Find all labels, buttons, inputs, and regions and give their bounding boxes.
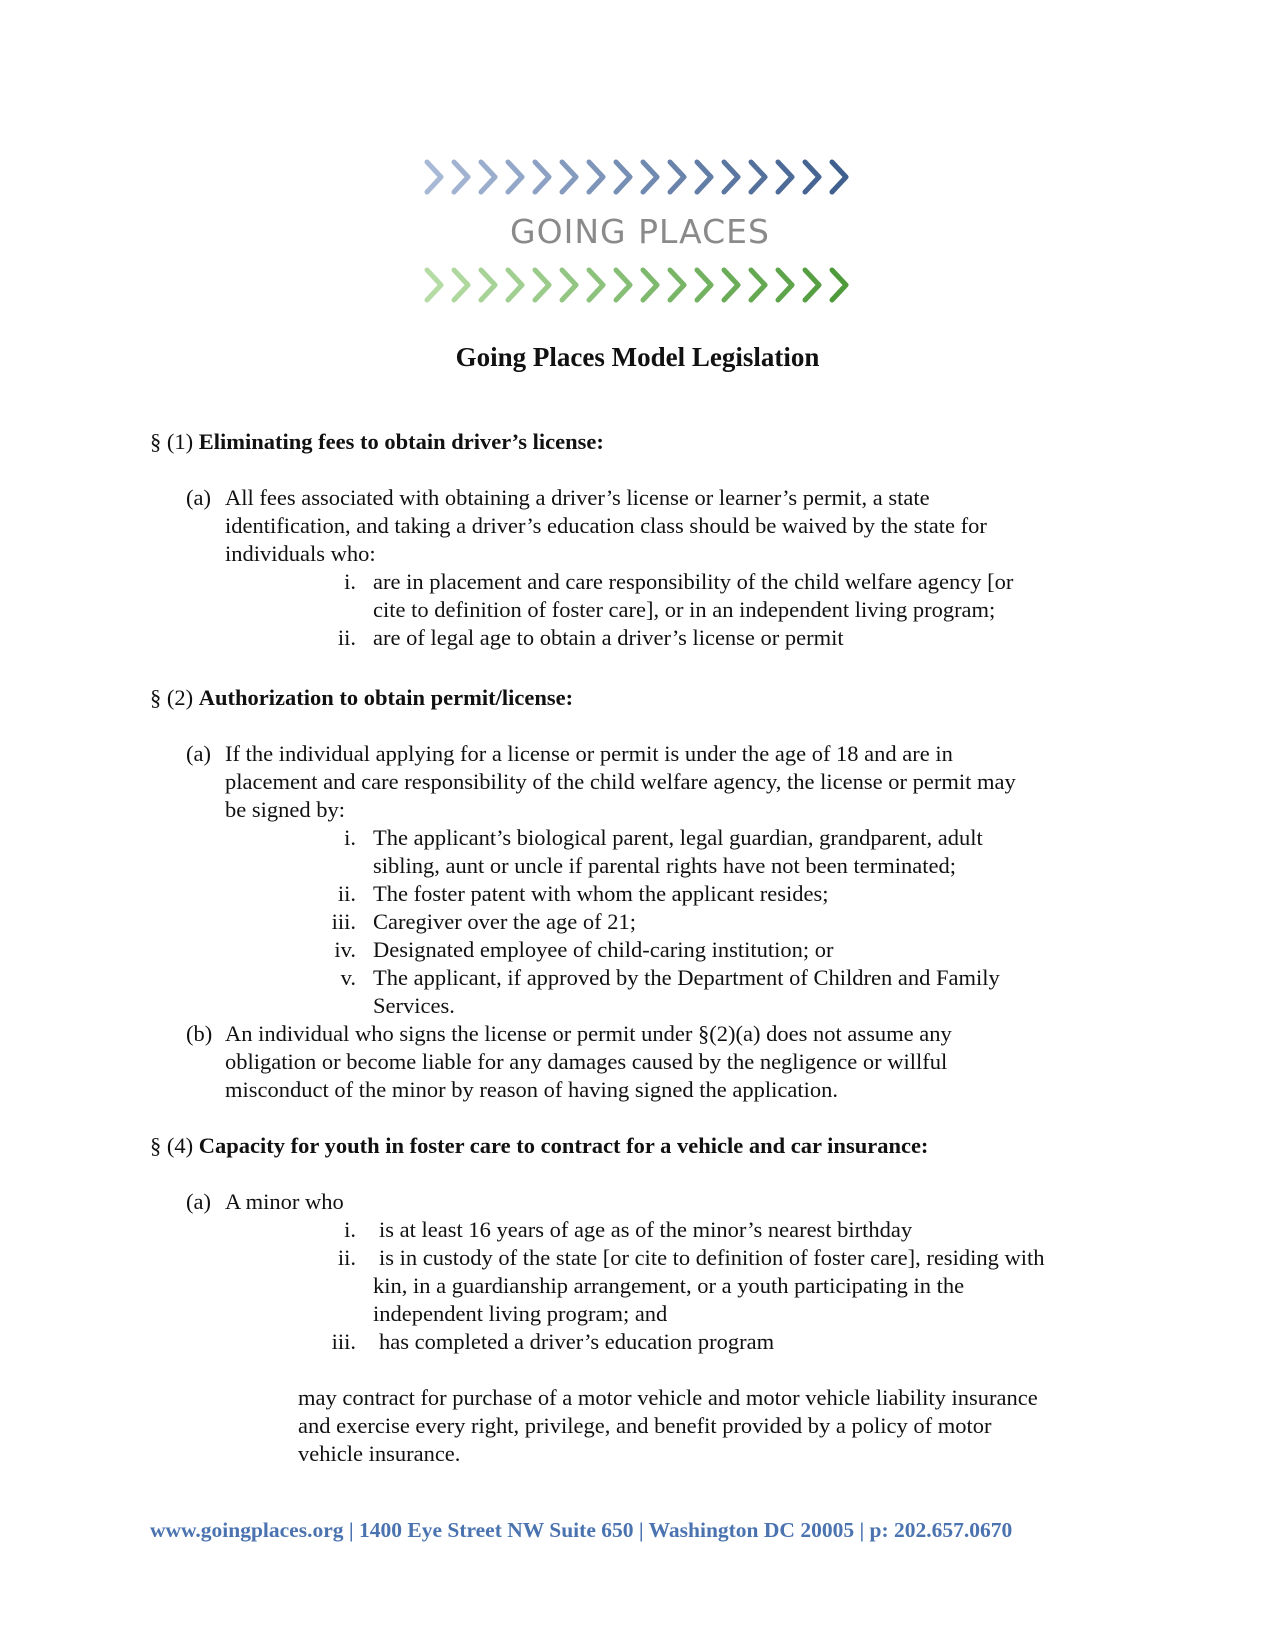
section-2-item-number: iii. <box>331 909 356 934</box>
section-2-item-number: ii. <box>337 881 356 906</box>
chevron-row-top <box>424 158 856 196</box>
section-2-a-label: (a) <box>186 741 211 766</box>
section-2-title: Authorization to obtain permit/license: <box>198 685 574 710</box>
document-title: Going Places Model Legislation <box>455 342 820 372</box>
chevron-mark <box>454 162 468 192</box>
chevron-mark <box>724 270 738 300</box>
section-2-b-line: An individual who signs the license or permit under §(2)(a) does not assume any <box>225 1021 952 1046</box>
section-4-closing-line: and exercise every right, privilege, and benefit provided by a policy of motor <box>298 1413 992 1438</box>
chevron-mark <box>697 162 711 192</box>
chevron-mark <box>832 270 846 300</box>
section-2-heading <box>150 684 573 712</box>
chevron-mark <box>508 162 522 192</box>
section-2-b-line: misconduct of the minor by reason of having signed the application. <box>225 1077 838 1102</box>
chevron-mark <box>508 270 522 300</box>
chevron-mark <box>697 270 711 300</box>
chevron-mark <box>562 162 576 192</box>
chevron-mark <box>427 162 441 192</box>
section-1-a-line: individuals who: <box>225 541 376 566</box>
chevron-mark <box>751 162 765 192</box>
section-4-title: Capacity for youth in foster care to contract for a vehicle and car insurance: <box>198 1133 929 1158</box>
section-2-item-line: The foster patent with whom the applicant resides; <box>373 881 829 906</box>
section-4-heading <box>150 1132 928 1160</box>
section-4-item-line: independent living program; and <box>373 1301 668 1326</box>
chevron-mark <box>670 270 684 300</box>
chevron-mark <box>589 162 603 192</box>
chevron-mark <box>805 270 819 300</box>
section-4-item-number: ii. <box>337 1245 356 1270</box>
section-4-closing-line: may contract for purchase of a motor vehicle and motor vehicle liability insurance <box>298 1385 1038 1410</box>
section-1-item-line: cite to definition of foster care], or in an independent living program; <box>373 597 996 622</box>
logo-text: GOING PLACES <box>510 212 770 251</box>
chevron-mark <box>778 270 792 300</box>
chevron-mark <box>832 162 846 192</box>
section-2-a-line: be signed by: <box>225 797 345 822</box>
section-2-b-line: obligation or become liable for any damages caused by the negligence or willful <box>225 1049 948 1074</box>
section-2-item-line: Services. <box>373 993 455 1018</box>
section-1-item-number: i. <box>344 569 356 594</box>
chevron-mark <box>805 162 819 192</box>
chevron-row-bottom <box>424 266 856 304</box>
chevron-mark <box>616 162 630 192</box>
section-2-item-number: i. <box>344 825 356 850</box>
chevron-mark <box>616 270 630 300</box>
section-2-a-line: If the individual applying for a license or permit is under the age of 18 and are in <box>225 741 953 766</box>
section-1-item-number: ii. <box>337 625 356 650</box>
section-2-item-line: Designated employee of child-caring institution; or <box>373 937 834 962</box>
going-places-logo <box>424 158 856 304</box>
chevron-mark <box>562 270 576 300</box>
chevron-mark <box>751 270 765 300</box>
chevron-mark <box>589 270 603 300</box>
section-1-title: Eliminating fees to obtain driver’s license: <box>198 429 604 454</box>
section-4-item-line: is at least 16 years of age as of the minor’s nearest birthday <box>379 1217 913 1242</box>
section-2-item-number: v. <box>340 965 356 990</box>
section-4-item-line: kin, in a guardianship arrangement, or a youth participating in the <box>373 1273 965 1298</box>
section-1-marker: § (1) <box>150 429 194 454</box>
chevron-mark <box>481 270 495 300</box>
section-1-item-line: are in placement and care responsibility of the child welfare agency [or <box>373 569 1014 594</box>
section-1-heading <box>150 428 604 456</box>
section-4-a-label: (a) <box>186 1189 211 1214</box>
chevron-mark <box>670 162 684 192</box>
section-1-a-label: (a) <box>186 485 211 510</box>
chevron-mark <box>535 270 549 300</box>
section-4-item-line: has completed a driver’s education program <box>379 1329 775 1354</box>
section-2-marker: § (2) <box>150 685 194 710</box>
section-4-item-line: is in custody of the state [or cite to definition of foster care], residing with <box>379 1245 1045 1270</box>
section-2-item-number: iv. <box>334 937 356 962</box>
section-4-item-number: i. <box>344 1217 356 1242</box>
footer-contact: www.goingplaces.org | 1400 Eye Street NW Suite 650 | Washington DC 20005 | p: 202.657.0670 <box>150 1518 1013 1542</box>
chevron-mark <box>454 270 468 300</box>
section-1-item-line: are of legal age to obtain a driver’s license or permit <box>373 625 844 650</box>
chevron-mark <box>643 162 657 192</box>
section-2-item-line: sibling, aunt or uncle if parental rights have not been terminated; <box>373 853 956 878</box>
section-4-marker: § (4) <box>150 1133 194 1158</box>
chevron-mark <box>427 270 441 300</box>
section-4-closing-line: vehicle insurance. <box>298 1441 461 1466</box>
chevron-mark <box>778 162 792 192</box>
section-4-a-line: A minor who <box>225 1189 344 1214</box>
section-2-a-line: placement and care responsibility of the child welfare agency, the license or permit may <box>225 769 1016 794</box>
section-2-item-line: The applicant’s biological parent, legal guardian, grandparent, adult <box>373 825 983 850</box>
section-4-item-number: iii. <box>331 1329 356 1354</box>
chevron-mark <box>643 270 657 300</box>
section-2-item-line: The applicant, if approved by the Department of Children and Family <box>373 965 1000 990</box>
chevron-mark <box>724 162 738 192</box>
section-2-b-label: (b) <box>186 1021 213 1046</box>
section-2-item-line: Caregiver over the age of 21; <box>373 909 637 934</box>
section-1-a-line: All fees associated with obtaining a driver’s license or learner’s permit, a state <box>225 485 930 510</box>
chevron-mark <box>481 162 495 192</box>
chevron-mark <box>535 162 549 192</box>
section-1-a-line: identification, and taking a driver’s education class should be waived by the state for <box>225 513 987 538</box>
